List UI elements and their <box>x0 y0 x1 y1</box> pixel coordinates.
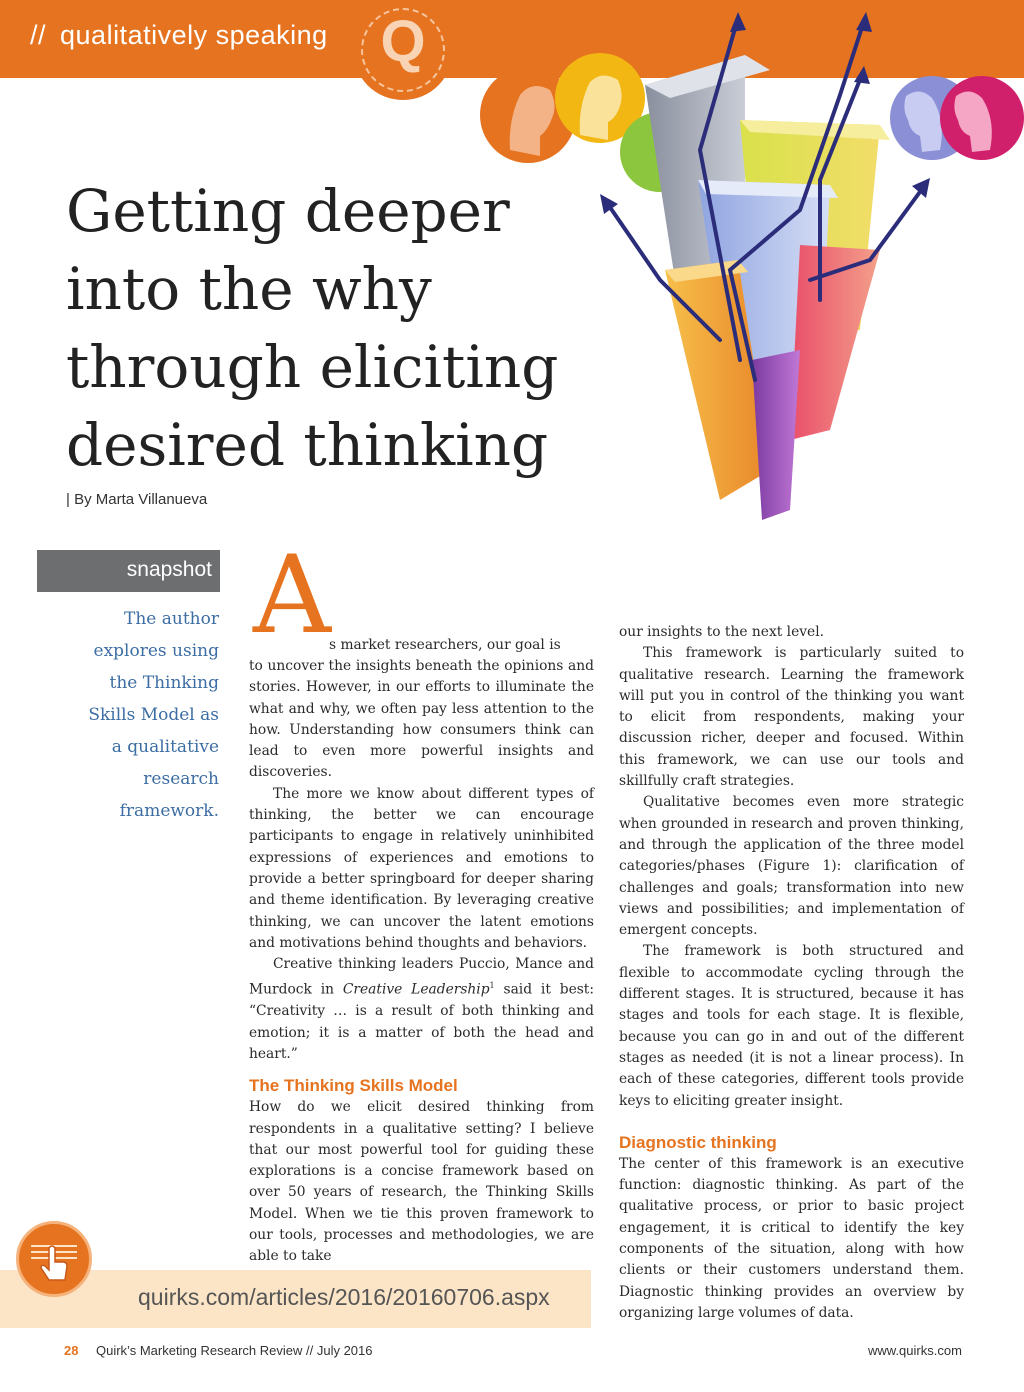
website-link[interactable]: www.quirks.com <box>868 1343 962 1358</box>
article-url-link[interactable]: quirks.com/articles/2016/20160706.aspx <box>138 1284 550 1310</box>
paragraph: The more we know about different types of thinking, the better we can encourage participants to engage in relatively uninhibited expressions of experiences and emotions to provide a better springboard for deeper sharing and theme identification. By leveraging creative thinking, we can uncover the latent emotions and motivations behind thoughts and behaviors. <box>249 785 594 951</box>
paragraph: How do we elicit desired thinking from respondents in a qualitative setting? I believe that our most powerful tool for guiding these explorations is a concise framework based on over 50 years of research, the Thinking Skills Model. When we tie this proven framework to our tools, processes and methodologies, we are able to take <box>249 1099 594 1265</box>
hand-pointer-icon <box>16 1221 92 1297</box>
page-number: 28 <box>64 1343 79 1358</box>
title-line: desired thinking <box>66 411 549 479</box>
snapshot-label: snapshot <box>126 558 212 581</box>
hand-icon-graphic <box>19 1224 89 1294</box>
article-column-2 <box>619 622 964 1324</box>
snapshot-line: explores using <box>93 641 219 661</box>
paragraph: The framework is both structured and flexible to accommodate cycling through the different stages. It is structured, because it has stages and tools for each stage. It is flexible, because you can go in and out of the different stages as needed (it is not a linear process). In each of these categories, different tools provide keys to eliciting greater insight. <box>619 943 964 1109</box>
title-line: Getting deeper <box>66 177 510 245</box>
first-line: s market researchers, our goal is <box>329 636 561 653</box>
section-slashes: // <box>30 20 47 50</box>
subhead-diagnostic: Diagnostic thinking <box>619 1132 777 1152</box>
dropcap-line <box>249 533 594 658</box>
byline: | By Marta Villanueva <box>66 491 208 508</box>
snapshot-line: framework. <box>119 801 219 821</box>
badge-letter: Q <box>380 9 426 74</box>
paragraph: our insights to the next level. <box>619 624 825 640</box>
bar-pink <box>790 245 880 440</box>
article-title <box>66 172 606 484</box>
title-line: into the why <box>66 255 432 323</box>
head-circle-magenta <box>940 76 1024 160</box>
paragraph: Qualitative becomes even more strategic when grounded in research and proven thinking, and through the application of the three model categories/phases (Figure 1): clarification of challenges and goals; transformation into new views and possibilities; and implementation of emergent concepts. <box>619 794 964 939</box>
snapshot-line: a qualitative <box>111 737 219 757</box>
paragraph: The center of this framework is an executive function: diagnostic thinking. As part of the qualitative process, or prior to basic project engagement, it is critical to identify the key components of the situation, along with how clients or their customers understand them. Diagnostic thinking provides an overview by organizing large volumes of data. <box>619 1155 964 1321</box>
bar-purple <box>752 350 800 520</box>
section-label <box>30 20 328 51</box>
book-title: Creative Leadership <box>342 982 490 999</box>
section-name: qualitatively speaking <box>60 20 328 50</box>
subhead-thinking-skills: The Thinking Skills Model <box>249 1076 458 1096</box>
article-column-1 <box>249 533 595 1268</box>
snapshot-summary <box>60 603 219 827</box>
text: said it best: “Creativity … is a result of both thinking and emotion; it is a matter of both the head and heart.” <box>249 982 595 1062</box>
paragraph <box>249 954 594 1065</box>
snapshot-line: research <box>143 769 219 789</box>
section-badge <box>353 0 453 100</box>
snapshot-bar <box>37 550 220 592</box>
drop-cap: A <box>253 533 331 658</box>
paragraph: This framework is particularly suited to qualitative research. Learning the framework will put you in control of the thinking you want to elicit from respondents, making your discussion richer, deeper and focused. Within this framework, we can use our tools and skillfully craft strategies. <box>619 645 964 790</box>
title-line: through eliciting <box>66 333 559 401</box>
snapshot-line: The author <box>124 609 219 629</box>
magazine-name: Quirk’s Marketing Research Review // July 2016 <box>96 1343 373 1358</box>
snapshot-line: Skills Model as <box>88 705 219 725</box>
paragraph: to uncover the insights beneath the opinions and stories. However, in our efforts to illuminate the what and why, we often pay less attention to the how. Understanding how consumers think can lead to even more powerful insights and discoveries. <box>249 658 594 781</box>
footnote-ref: 1 <box>489 981 495 991</box>
text: Creative thinking leaders Puccio, Mance and Murdock in <box>249 956 594 999</box>
snapshot-line: the Thinking <box>109 673 219 693</box>
